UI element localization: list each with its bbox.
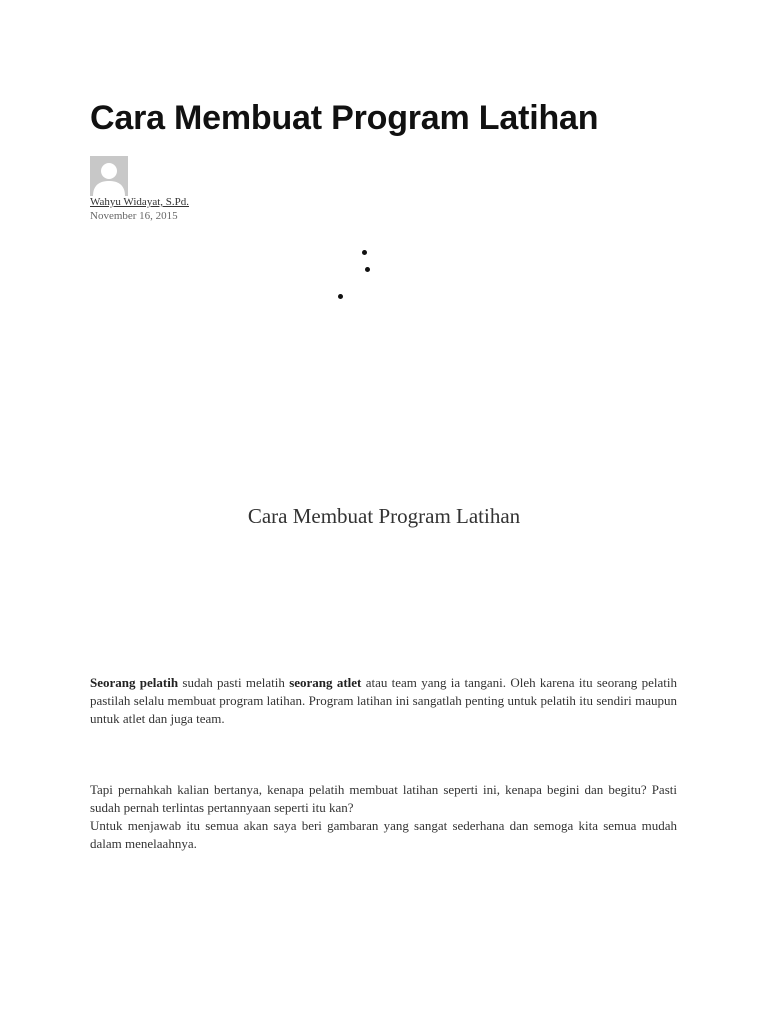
paragraph-question-line-2: Untuk menjawab itu semua akan saya beri gambaran yang sangat sederhana dan semoga kita semua mudah dalam menelaahnya. bbox=[90, 818, 677, 851]
author-avatar-icon[interactable] bbox=[90, 156, 128, 196]
share-bullet-1[interactable] bbox=[362, 250, 367, 255]
page-title: Cara Membuat Program Latihan bbox=[90, 99, 599, 137]
paragraph-question bbox=[90, 781, 677, 853]
bold-seorang-pelatih: Seorang pelatih bbox=[90, 675, 179, 690]
paragraph-question-line-1: Tapi pernahkah kalian bertanya, kenapa pelatih membuat latihan seperti ini, kenapa begini dan begitu? Pasti sudah pernah terlintas pertannyaan seperti itu kan? bbox=[90, 782, 677, 815]
paragraph-intro bbox=[90, 674, 677, 728]
article-subtitle: Cara Membuat Program Latihan bbox=[247, 504, 521, 528]
author-link[interactable]: Wahyu Widayat, S.Pd. bbox=[90, 196, 189, 208]
post-date: November 16, 2015 bbox=[90, 210, 178, 222]
share-bullet-2[interactable] bbox=[365, 267, 370, 272]
paragraph-intro-text-2: atau team yang ia tangani. Oleh karena itu seorang pelatih pastilah selalu membuat program latihan. Program latihan ini sangatlah penting untuk pelatih itu sendiri maupun untuk atlet dan juga team. bbox=[90, 675, 677, 726]
paragraph-intro-text-1: sudah pasti melatih bbox=[178, 675, 290, 690]
share-bullet-3[interactable] bbox=[338, 294, 343, 299]
bold-seorang-atlet: seorang atlet bbox=[289, 675, 362, 690]
